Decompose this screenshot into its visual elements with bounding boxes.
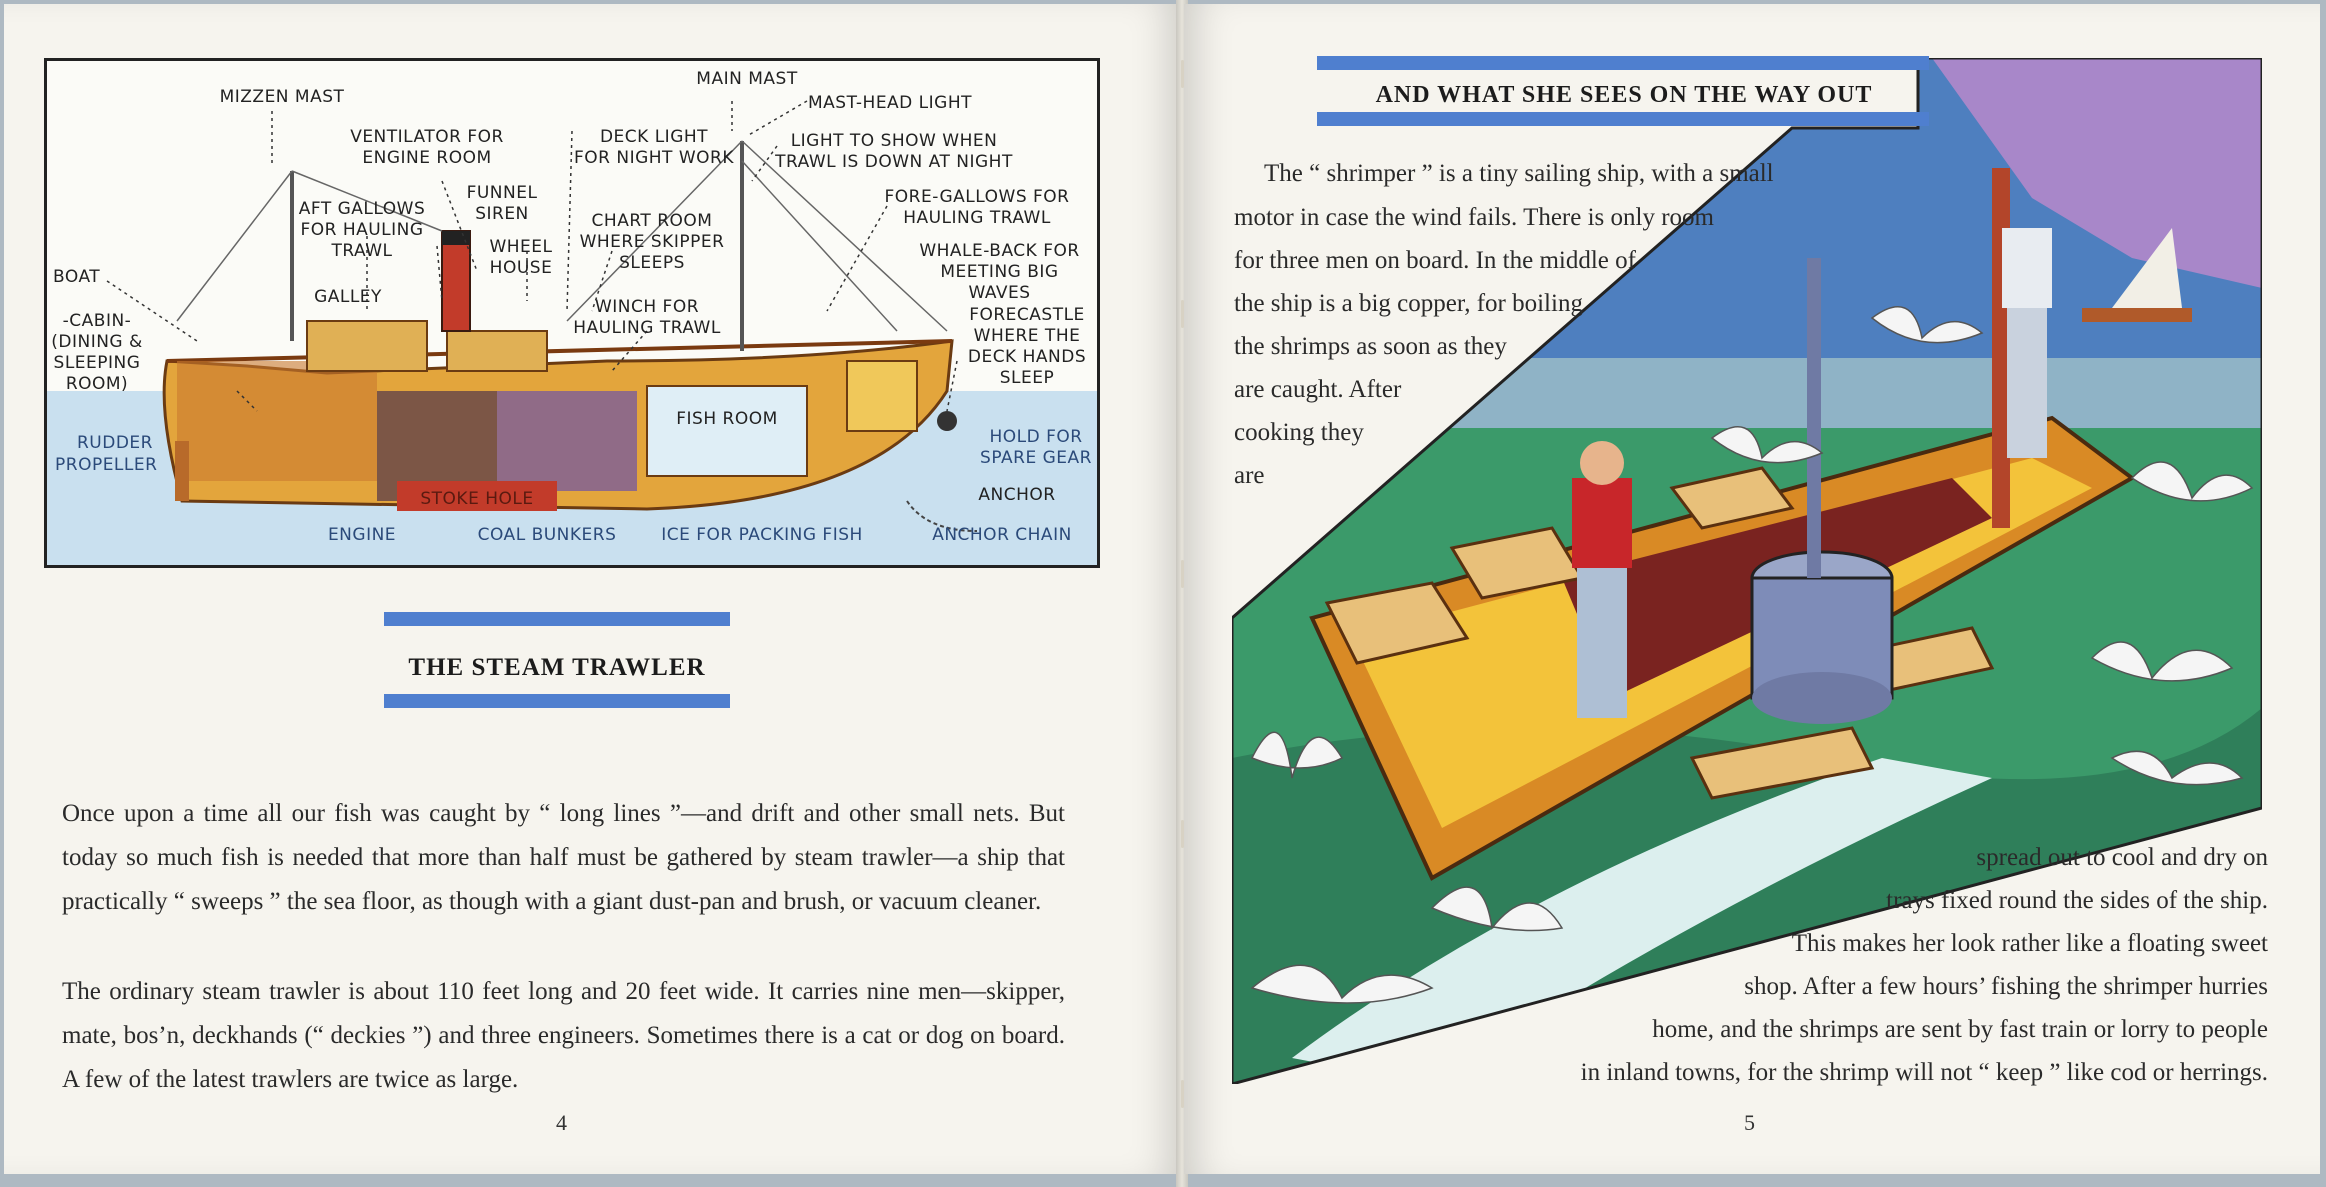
trawler-cutaway-diagram	[44, 58, 1100, 568]
text-line: trays fixed round the sides of the ship.	[1886, 887, 2268, 914]
text-line: home, and the shrimps are sent by fast train or lorry to people	[1652, 1016, 2268, 1043]
text-line: shop. After a few hours’ fishing the shrimper hurries	[1744, 973, 2268, 1000]
page-heading-left: THE STEAM TRAWLER	[408, 654, 706, 681]
text-line: are	[1234, 462, 1265, 489]
heading-bar-bottom	[384, 694, 730, 708]
text-line: The “ shrimper ” is a tiny sailing ship, with a small	[1264, 160, 1774, 187]
page-number-right: 5	[1744, 1110, 1755, 1135]
label-chart-room: CHART ROOM WHERE SKIPPER SLEEPS	[579, 211, 725, 273]
heading-bar-top	[384, 612, 730, 626]
text-line: the ship is a big copper, for boiling	[1234, 290, 1583, 317]
text-line: motor in case the wind fails. There is only room	[1234, 204, 1714, 231]
label-galley: GALLEY	[314, 287, 382, 307]
text-line: for three men on board. In the middle of	[1234, 247, 1636, 274]
paragraph-2: The ordinary steam trawler is about 110 feet long and 20 feet wide. It carries nine men—skipper, mate, bos’n, deckhands (“ deckies ”) and three engineers. Sometimes there is a cat or dog on board. A few of the latest trawlers are twice as large.	[62, 978, 1065, 1093]
paragraph-1: Once upon a time all our fish was caught by “ long lines ”—and drift and other small nets. But today so much fish is needed that more than half must be gathered by steam trawler—a ship that practically “ sweeps ” the sea floor, as though with a giant dust-pan and brush, or vacuum cleaner.	[62, 800, 1065, 915]
label-boat: BOAT	[53, 267, 101, 287]
label-stoke-hole: STOKE HOLE	[420, 489, 534, 509]
text-line: are caught. After	[1234, 376, 1402, 403]
label-mast-head-light: MAST-HEAD LIGHT	[807, 93, 973, 113]
text-line: in inland towns, for the shrimp will not “ keep ” like cod or herrings.	[1580, 1059, 2268, 1086]
label-hold: HOLD FOR SPARE GEAR	[980, 427, 1092, 468]
label-rudder: RUDDER	[77, 433, 153, 453]
label-forecastle: FORECASTLE WHERE THE DECK HANDS SLEEP	[967, 305, 1087, 388]
label-mizzen-mast: MIZZEN MAST	[219, 87, 345, 107]
label-whale-back: WHALE-BACK FOR MEETING BIG WAVES	[919, 241, 1080, 303]
text-line: spread out to cool and dry on	[1976, 844, 2268, 871]
label-engine: ENGINE	[327, 525, 397, 545]
label-deck-light: DECK LIGHT FOR NIGHT WORK	[574, 127, 734, 168]
heading-bar-bottom-right	[1317, 112, 1929, 126]
label-funnel-siren: FUNNEL SIREN	[466, 183, 538, 224]
page-heading-right: AND WHAT SHE SEES ON THE WAY OUT	[1375, 82, 1873, 108]
label-ice: ICE FOR PACKING FISH	[661, 525, 863, 545]
label-coal-bunkers: COAL BUNKERS	[477, 525, 617, 545]
text-line: cooking they	[1234, 419, 1364, 446]
left-page	[4, 4, 1180, 1174]
label-aft-gallows: AFT GALLOWS FOR HAULING TRAWL	[298, 199, 426, 261]
label-anchor: ANCHOR	[978, 485, 1056, 505]
label-main-mast: MAIN MAST	[696, 69, 798, 89]
text-line: This makes her look rather like a floating sweet	[1791, 930, 2268, 957]
label-anchor-chain: ANCHOR CHAIN	[932, 525, 1072, 545]
right-page	[1184, 4, 2320, 1174]
label-fish-room: FISH ROOM	[676, 409, 778, 429]
label-cabin: -CABIN- (DINING & SLEEPING ROOM)	[51, 311, 143, 394]
label-light-trawl: LIGHT TO SHOW WHEN TRAWL IS DOWN AT NIGHT	[775, 131, 1013, 172]
label-propeller: PROPELLER	[55, 455, 158, 475]
page-number-left: 4	[556, 1110, 567, 1135]
label-ventilator: VENTILATOR FOR ENGINE ROOM	[350, 127, 504, 168]
label-winch: WINCH FOR HAULING TRAWL	[573, 297, 721, 338]
heading-bar-top-right	[1317, 56, 1929, 70]
label-wheel-house: WHEEL HOUSE	[489, 237, 553, 278]
text-line: the shrimps as soon as they	[1234, 333, 1507, 360]
label-fore-gallows: FORE-GALLOWS FOR HAULING TRAWL	[884, 187, 1070, 228]
